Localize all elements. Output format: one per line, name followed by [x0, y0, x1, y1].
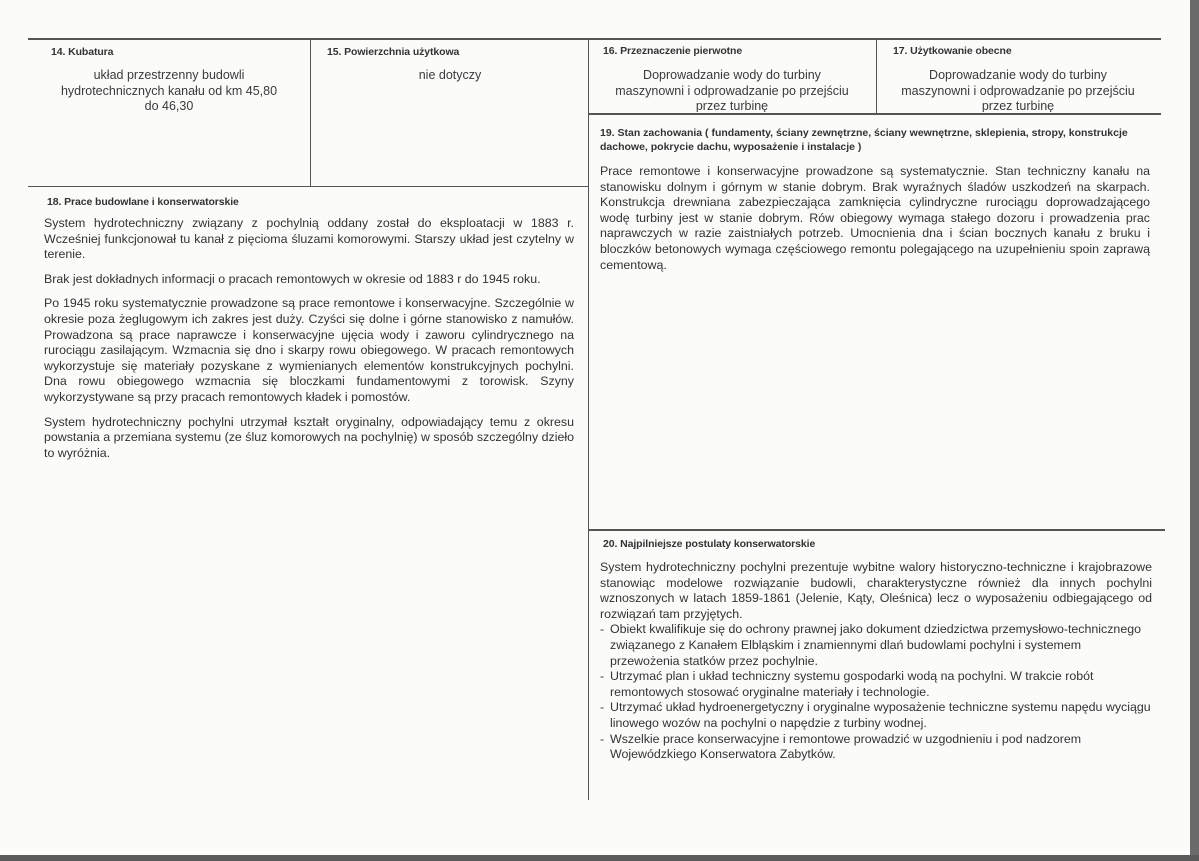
value-przeznaczenie-line-1: Doprowadzanie wody do turbiny [643, 68, 821, 82]
divider-row-19 [588, 113, 1161, 115]
divider-row-18 [28, 186, 588, 187]
scan-edge-bottom [0, 855, 1199, 861]
text-postulaty [600, 560, 1152, 763]
heading-kubatura: 14. Kubatura [51, 46, 114, 58]
divider-main-vertical [588, 38, 589, 800]
divider-row-20 [588, 529, 1165, 531]
paragraph-1: System hydrotechniczny związany z pochylnią oddany został do eksploatacji w 1883 r. Wcześniej funkcjonował tu kanał z pięcioma śluzami komorowymi. Starszy układ jest czytelny w terenie. [44, 216, 574, 262]
paragraph-4: System hydrotechniczny pochylni utrzymał kształt oryginalny, odpowiadający temu z okresu powstania a przemiana systemu (ze śluz komorowych na pochylnię) w sposób szczególny dzieło to wyróżnia. [44, 414, 574, 460]
heading-przeznaczenie: 16. Przeznaczenie pierwotne [603, 45, 743, 57]
value-uzytkowanie [878, 68, 1158, 112]
heading-stan-zachowania: 19. Stan zachowania ( fundamenty, ściany zewnętrzne, ściany wewnętrzne, sklepienia, stropy, konstrukcje dachowe, pokrycie dachu, wyposażenie i instalacje ) [600, 127, 1128, 153]
text-stan-zachowania: Prace remontowe i konserwacyjne prowadzone są systematycznie. Stan techniczny kanału na stanowisku dolnym i górnym w stanie dobrym. Brak wyraźnych śladów uszkodzeń na skarpach. Konstrukcja drewniana zabezpieczająca zamknięcia cylindryczne rurociągu doprowadzającego wodę turbiny jest w stanie dobrym. Rów obiegowy wymaga stałego dozoru i prowadzenia prac naprawczych w razie zaistniałych potrzeb. Umocnienia dna i ścian bocznych kanału z bruku i bloczków betonowych wymaga częściowego remontu polegającego na uzupełnieniu spoin zaprawą cementową. [600, 164, 1150, 272]
value-przeznaczenie-line-2: maszynowni i odprowadzanie po przejściu [615, 83, 849, 98]
value-uzytkowanie-line-1: Doprowadzanie wody do turbiny [929, 68, 1107, 82]
value-uzytkowanie-line-2: maszynowni i odprowadzanie po przejściu [901, 83, 1135, 98]
heading-prace-budowlane: 18. Prace budowlane i konserwatorskie [47, 196, 239, 208]
top-border [28, 38, 1161, 40]
divider-16-17 [876, 38, 877, 114]
postulaty-list [600, 622, 1152, 762]
postulat-item: - Wszelkie prace konserwacyjne i remontowe prowadzić w uzgodnieniu i pod nadzorem Wojewódzkiego Konserwatora Zabytków. [600, 732, 1152, 763]
value-przeznaczenie-line-3: przez turbinę [695, 99, 769, 112]
scan-edge-right [1190, 0, 1199, 861]
value-przeznaczenie [590, 68, 874, 112]
value-powierzchnia: nie dotyczy [418, 68, 482, 82]
value-kubatura [40, 68, 298, 115]
postulaty-intro: System hydrotechniczny pochylni prezentuje wybitne walory historyczno-techniczne i krajobrazowe stanowiąc modelowe rozwiązanie budowli, charakterystyczne również dla innych pochylni wznoszonych w latach 1859-1861 (Jelenie, Kąty, Oleśnica) lecz o wyposażeniu odbiegającego od rozwiązań tam przyjętych. [600, 560, 1152, 621]
heading-powierzchnia: 15. Powierzchnia użytkowa [327, 46, 460, 58]
paragraph-2: Brak jest dokładnych informacji o pracach remontowych w okresie od 1883 r do 1945 roku. [44, 271, 541, 286]
heading-uzytkowanie: 17. Użytkowanie obecne [893, 45, 1012, 57]
paragraph-3: Po 1945 roku systematycznie prowadzone są prace remontowe i konserwacyjne. Szczególnie w okresie poza żeglugowym ich zakres jest duży. Czyści się dolne i górne stanowisko z namułów. Prowadzona są prace naprawcze i konserwacyjne ujęcia wody i zaworu cylindrycznego na rurociągu zasilającym. Wzmacnia się dno i skarpy rowu obiegowego. W pracach remontowych wykorzystuje się materiały pozyskane z wymienianych elementów konstrukcyjnych pochylni. Dna rowu obiegowego wzmacnia się bloczkami fundamentowymi z torowisk. Szyny wykorzystywane są przy pracach remontowych kładek i pomostów. [44, 296, 574, 404]
value-kubatura-line-1: układ przestrzenny budowli [93, 68, 245, 82]
text-prace-budowlane [44, 216, 574, 470]
value-kubatura-line-2: hydrotechnicznych kanału od km 45,80 [60, 83, 278, 98]
postulat-item: - Utrzymać plan i układ techniczny systemu gospodarki wodą na pochylni. W trakcie robót remontowych stosować oryginalne materiały i technologie. [600, 669, 1152, 700]
value-uzytkowanie-line-3: przez turbinę [981, 99, 1055, 112]
postulat-item: - Obiekt kwalifikuje się do ochrony prawnej jako dokument dziedzictwa przemysłowo-technicznego związanego z Kanałem Elbląskim i znamiennymi dlań budowlami pochylni i systemem przewożenia statków przez pochylnie. [600, 622, 1152, 669]
value-kubatura-line-3: do 46,30 [144, 99, 194, 113]
divider-14-15 [310, 38, 311, 186]
heading-postulaty: 20. Najpilniejsze postulaty konserwatorskie [603, 538, 816, 550]
postulat-item: - Utrzymać układ hydroenergetyczny i oryginalne wyposażenie techniczne systemu napędu wyciągu linowego wozów na pochylni o napędzie z turbiny wodnej. [600, 700, 1152, 731]
